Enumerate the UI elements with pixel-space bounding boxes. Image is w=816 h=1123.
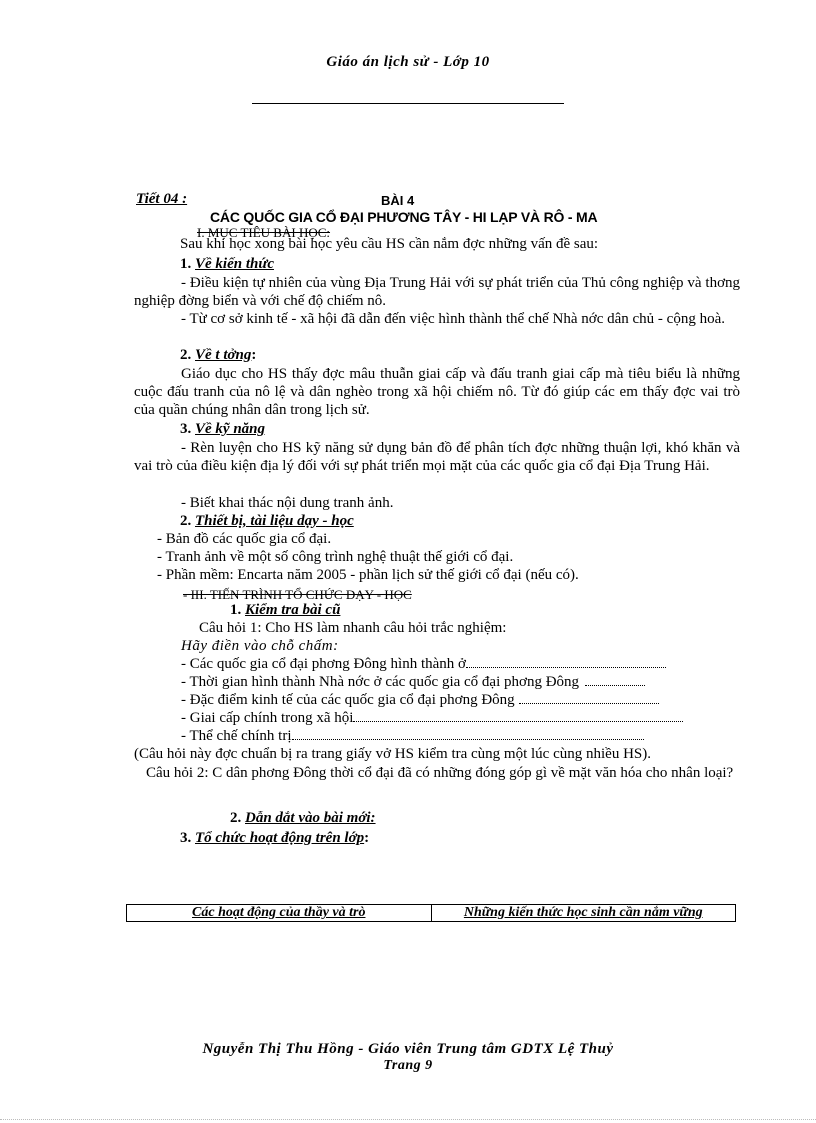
skills-heading: 3. Về kỹ năng [180,421,266,437]
lesson-number: BÀI 4 [381,193,415,208]
attitude-paragraph: Giáo dục cho HS thấy đợc mâu thuẫn giai cấp và đấu tranh giai cấp mà tiêu biểu là những cuộc đấu tranh của nô lệ và dân nghèo trong xã hội chiếm nô. Từ đó giúp các em thấy đợc vai trò của quần chúng nhân dân trong lịch sử. [134,366,740,418]
procedure-heading: - III. TIẾN TRÌNH TỔ CHỨC DẠY - HỌC [183,587,412,602]
question-2: Câu hỏi 2: C dân phơng Đông thời cổ đại đã có những đóng góp gì về mặt văn hóa cho nhân loại? [146,765,734,781]
fill-item: - Đặc điểm kinh tế của các quốc gia cổ đại phơng Đông [181,692,659,709]
knowledge-point-1: - Điều kiện tự nhiên của vùng Địa Trung Hải với sự phát triển của Thủ công nghiệp và thơng nghiệp đờng biển và với chế độ chiếm nô. [134,275,740,309]
fill-item: - Các quốc gia cổ đại phơng Đông hình thành ở [181,656,666,673]
equipment-item-2: - Tranh ảnh về một số công trình nghệ thuật thế giới cổ đại. [157,549,514,565]
lead-in-heading: 2. Dẫn dắt vào bài mới: [230,810,376,826]
lesson-title: CÁC QUỐC GIA CỔ ĐẠI PHƯƠNG TÂY - HI LẠP VÀ RÔ - MA [210,209,598,225]
activities-heading: 3. Tổ chức hoạt động trên lớp: [180,830,370,846]
fill-item: - Thể chế chính trị [181,728,644,745]
equipment-item-1: - Bản đồ các quốc gia cổ đại. [157,531,332,547]
objectives-intro: Sau khi học xong bài học yêu cầu HS cần nắm đợc những vấn đề sau: [180,236,599,252]
header-divider [252,103,564,104]
activities-table-header [126,904,736,922]
page-header-title: Giáo án lịch sử - Lớp 10 [326,54,490,70]
skills-point-1: - Rèn luyện cho HS kỹ năng sử dụng bản đồ để phân tích đợc những thuận lợi, khó khăn và vai trò của điều kiện địa lý đối với sự phát triển mọi mặt của các quốc gia cổ đại Địa Trung Hải. [134,440,740,474]
page-bottom-border [0,1119,816,1120]
table-col-activities: Các hoạt động của thầy và trò [192,905,366,920]
review-heading: 1. Kiểm tra bài cũ [230,602,341,618]
question-note: (Câu hỏi này đợc chuẩn bị ra trang giấy vở HS kiểm tra cùng một lúc cùng nhiều HS). [134,746,651,762]
attitude-heading: 2. Về t tởng: [180,347,257,363]
skills-point-2: - Biết khai thác nội dung tranh ảnh. [181,495,394,511]
fill-item: - Giai cấp chính trong xã hội [181,710,683,727]
fill-item: - Thời gian hình thành Nhà nớc ở các quốc gia cổ đại phơng Đông [181,674,645,691]
footer-page-number: Trang 9 [383,1058,433,1073]
knowledge-heading: 1. Về kiến thức [180,256,274,272]
lesson-period: Tiết 04 : [136,191,188,207]
fill-instruction: Hãy điền vào chỗ chấm: [181,638,339,654]
question-1: Câu hỏi 1: Cho HS làm nhanh câu hỏi trắc nghiệm: [199,620,507,636]
equipment-item-3: - Phần mềm: Encarta năm 2005 - phần lịch sử thế giới cổ đại (nếu có). [157,567,579,583]
equipment-heading: 2. Thiết bị, tài liệu dạy - học [180,513,354,529]
table-col-knowledge: Những kiến thức học sinh cần nắm vững [431,905,736,921]
footer-author: Nguyễn Thị Thu Hồng - Giáo viên Trung tâm GDTX Lệ Thuỷ [202,1041,614,1057]
section-objectives-heading: I. MỤC TIÊU BÀI HỌC: [197,225,331,240]
knowledge-point-2: - Từ cơ sở kinh tế - xã hội đã dẫn đến việc hình thành thể chế Nhà nớc dân chủ - cộng hoà. [181,311,725,327]
